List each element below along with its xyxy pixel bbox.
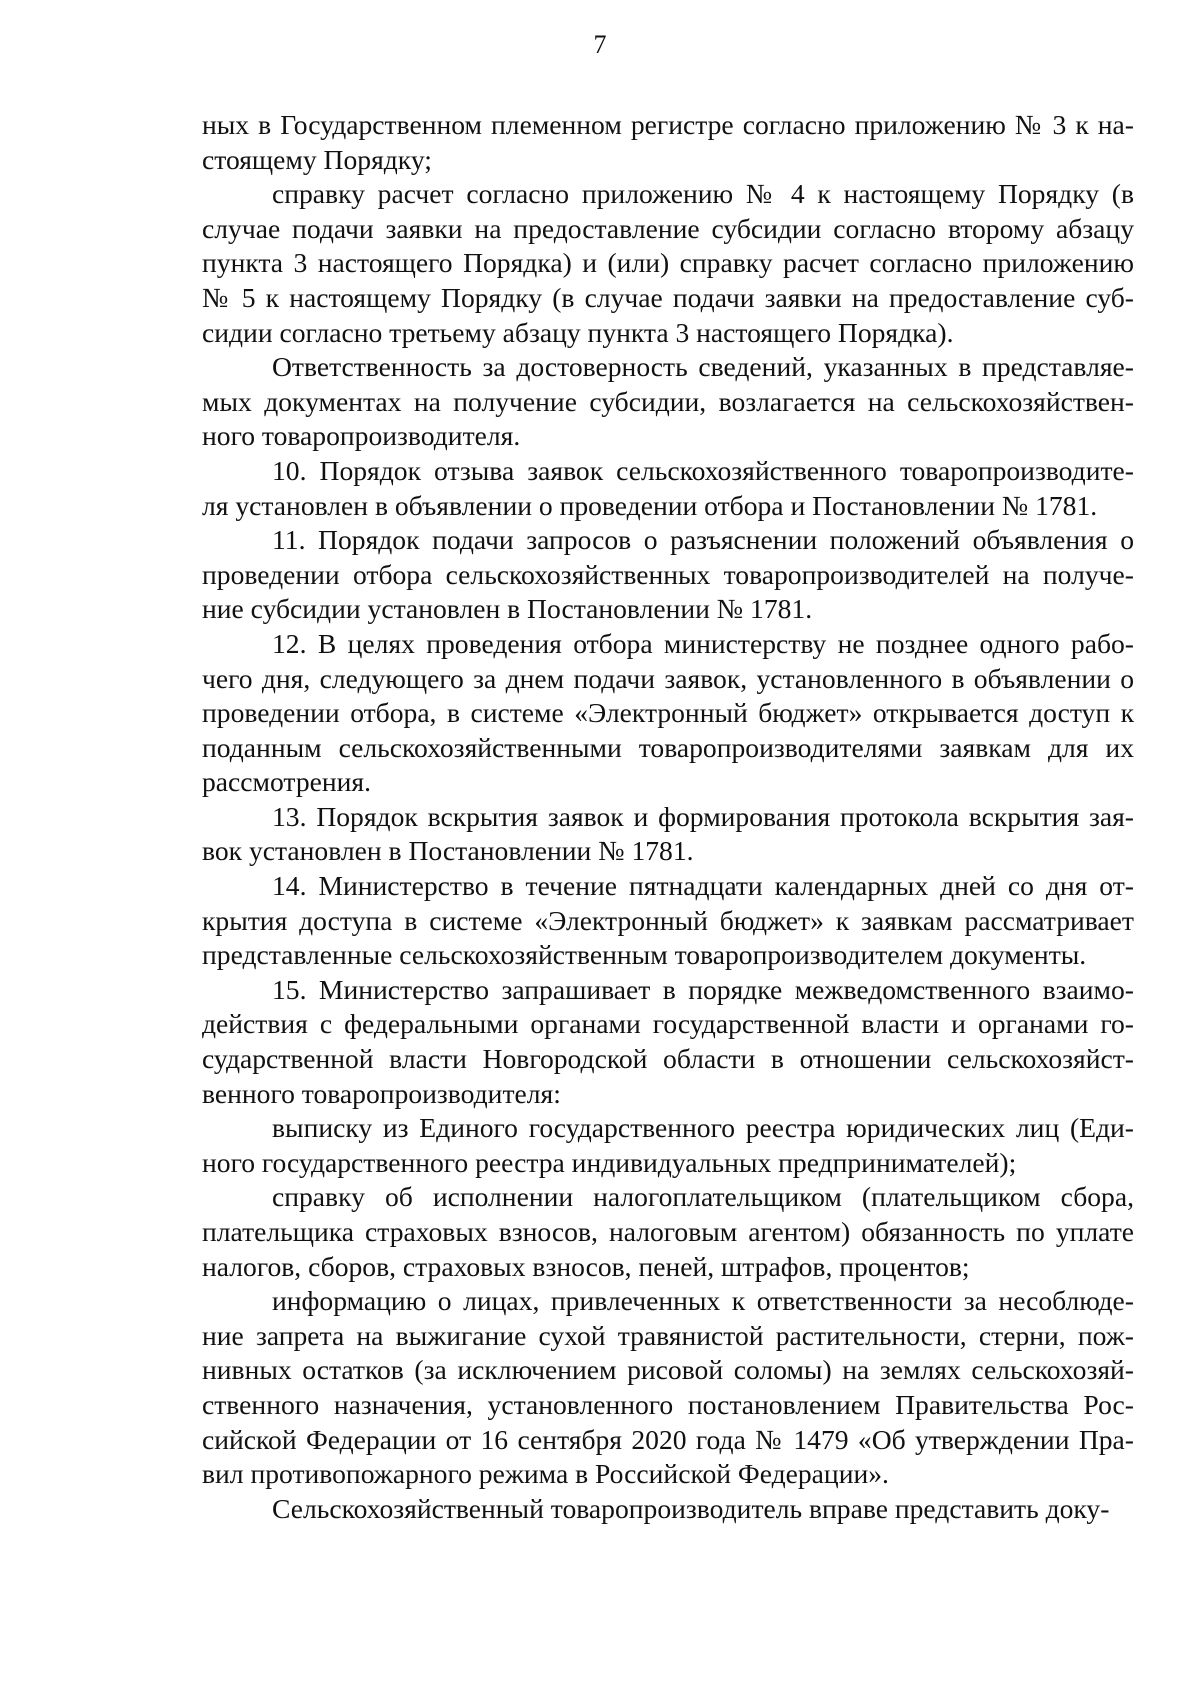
paragraph-line: плательщика страховых взносов, налоговым агентом) обязанность по уплате	[202, 1216, 1134, 1247]
paragraph-line: выписку из Единого государственного реестра юридических лиц (Еди-	[272, 1112, 1134, 1144]
paragraph-line: ного товаропроизводителя.	[202, 420, 521, 452]
paragraph	[202, 869, 1134, 973]
paragraph-line: Сельскохозяйственный товаропроизводитель вправе представить доку-	[272, 1492, 1110, 1524]
paragraph-line: случае подачи заявки на предоставление субсидии согласно второму абзацу	[202, 212, 1134, 244]
paragraph-line: нивных остатков (за исключением рисовой соломы) на землях сельскохозяй-	[202, 1354, 1134, 1386]
paragraph-line: рассмотрения.	[202, 766, 371, 798]
paragraph-line: пункта 3 настоящего Порядка) и (или) справку расчет согласно приложению	[202, 247, 1134, 279]
paragraph	[202, 177, 1134, 350]
paragraph-line: Ответственность за достоверность сведений, указанных в представляе-	[272, 351, 1134, 383]
paragraph	[202, 973, 1134, 1111]
paragraph-line: ние субсидии установлен в Постановлении № 1781.	[202, 593, 813, 625]
paragraph	[202, 523, 1134, 627]
paragraph-line: 10. Порядок отзыва заявок сельскохозяйственного товаропроизводите-	[272, 454, 1134, 486]
paragraph	[202, 1180, 1134, 1284]
paragraph-line: венного товаропроизводителя:	[202, 1077, 561, 1109]
paragraph	[202, 627, 1134, 800]
paragraph-line: действия с федеральными органами государственной власти и органами го-	[202, 1008, 1134, 1040]
paragraph-line: вок установлен в Постановлении № 1781.	[202, 835, 694, 867]
paragraph-line: 15. Министерство запрашивает в порядке межведомственного взаимо-	[272, 973, 1134, 1005]
paragraph-line: справку расчет согласно приложению № 4 к настоящему Порядку (в	[272, 178, 1134, 210]
paragraph	[202, 454, 1134, 523]
paragraph-line: поданным сельскохозяйственными товаропроизводителями заявкам для их	[202, 731, 1134, 763]
paragraph	[202, 1284, 1134, 1492]
paragraph	[202, 108, 1134, 177]
paragraph-line: ных в Государственном племенном регистре согласно приложению № 3 к на-	[202, 109, 1134, 140]
paragraph-line: вил противопожарного режима в Российской Федерации».	[202, 1458, 889, 1490]
paragraph-line: 12. В целях проведения отбора министерству не позднее одного рабо-	[272, 627, 1134, 659]
paragraph-line: сийской Федерации от 16 сентября 2020 года № 1479 «Об утверждении Пра-	[202, 1423, 1134, 1455]
paragraph-line: проведении отбора сельскохозяйственных товаропроизводителей на получе-	[202, 558, 1134, 590]
paragraph-line: чего дня, следующего за днем подачи заявок, установленного в объявлении о	[202, 662, 1134, 694]
paragraph-line: проведении отбора, в системе «Электронный бюджет» открывается доступ к	[202, 697, 1134, 729]
paragraph-line: сударственной власти Новгородской области в отношении сельскохозяйст-	[202, 1043, 1134, 1075]
paragraph	[202, 1492, 1134, 1527]
paragraph	[202, 800, 1134, 869]
paragraph-line: мых документах на получение субсидии, возлагается на сельскохозяйствен-	[202, 385, 1134, 417]
paragraph-line: информацию о лицах, привлеченных к ответственности за несоблюде-	[272, 1285, 1134, 1317]
paragraph-line: ного государственного реестра индивидуальных предпринимателей);	[202, 1146, 1017, 1178]
paragraph-line: крытия доступа в системе «Электронный бюджет» к заявкам рассматривает	[202, 904, 1134, 936]
paragraph-line: представленные сельскохозяйственным товаропроизводителем документы.	[202, 939, 1087, 971]
paragraph-line: сидии согласно третьему абзацу пункта 3 настоящего Порядка).	[202, 316, 954, 348]
page-number: 7	[593, 30, 607, 59]
paragraph-line: 14. Министерство в течение пятнадцати календарных дней со дня от-	[272, 870, 1134, 902]
paragraph-line: стоящему Порядку;	[202, 143, 432, 175]
paragraph-line: справку об исполнении налогоплательщиком (плательщиком сбора,	[272, 1181, 1134, 1213]
paragraph-line: ля установлен в объявлении о проведении отбора и Постановлении № 1781.	[202, 489, 1098, 521]
paragraph-line: налогов, сборов, страховых взносов, пеней, штрафов, процентов;	[202, 1250, 970, 1282]
paragraph-line: ственного назначения, установленного постановлением Правительства Рос-	[202, 1388, 1134, 1420]
document-body	[202, 108, 1134, 1526]
paragraph	[202, 350, 1134, 454]
paragraph-line: ние запрета на выжигание сухой травянистой растительности, стерни, пож-	[202, 1319, 1134, 1351]
paragraph-line: 11. Порядок подачи запросов о разъяснении положений объявления о	[272, 524, 1134, 556]
paragraph	[202, 1111, 1134, 1180]
paragraph-line: 13. Порядок вскрытия заявок и формирования протокола вскрытия зая-	[272, 800, 1134, 832]
paragraph-line: № 5 к настоящему Порядку (в случае подачи заявки на предоставление суб-	[202, 281, 1134, 313]
